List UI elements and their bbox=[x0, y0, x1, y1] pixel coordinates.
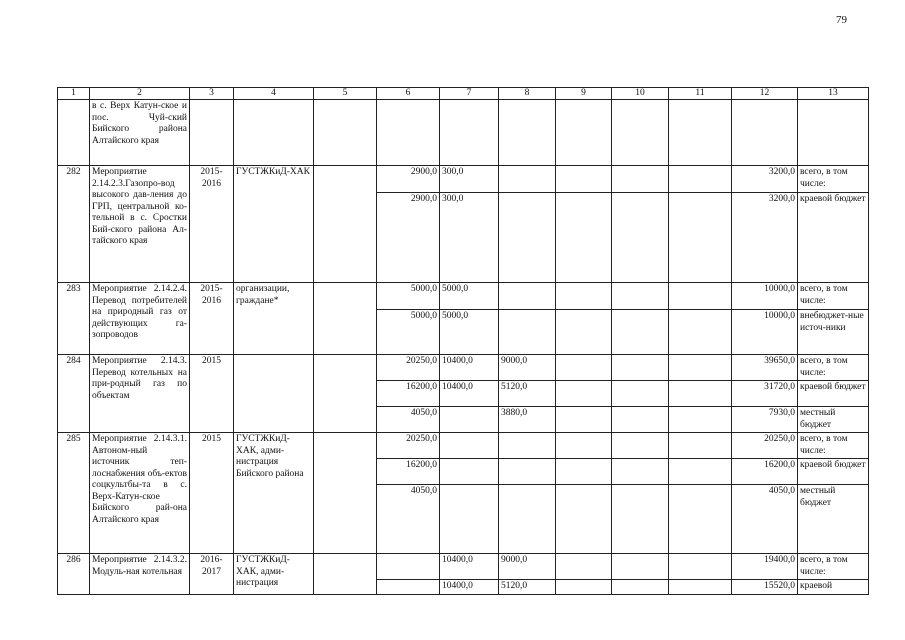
value-col-7: 10400,0 bbox=[440, 554, 499, 580]
value-col-8 bbox=[499, 283, 556, 310]
years: 2015 bbox=[190, 433, 234, 554]
value-col-6: 5000,0 bbox=[377, 283, 440, 310]
value-col-11 bbox=[669, 580, 732, 595]
value-col-10 bbox=[612, 193, 669, 283]
column-number: 4 bbox=[234, 88, 314, 100]
col-5 bbox=[314, 283, 377, 355]
funding-source: всего, в том числе: bbox=[798, 355, 869, 381]
value-col-11 bbox=[669, 485, 732, 554]
row-number: 286 bbox=[58, 554, 90, 595]
program-table bbox=[57, 87, 869, 595]
value-col-10 bbox=[612, 554, 669, 580]
value-col-8: 9000,0 bbox=[499, 355, 556, 381]
measure-name: Мероприятие 2.14.2.4. Перевод потребителей на природный газ от действующих га-зопроводов bbox=[90, 283, 190, 355]
value-col-8 bbox=[499, 166, 556, 193]
value-col-9 bbox=[556, 166, 612, 193]
continuation-row bbox=[58, 100, 869, 166]
funding-source: всего, в том числе: bbox=[798, 283, 869, 310]
column-number: 10 bbox=[612, 88, 669, 100]
value-col-8: 9000,0 bbox=[499, 554, 556, 580]
value-total: 16200,0 bbox=[732, 459, 798, 485]
value-total: 31720,0 bbox=[732, 381, 798, 407]
value-total: 10000,0 bbox=[732, 310, 798, 355]
executor: ГУСТЖКиД-ХАК, адми-нистрация bbox=[234, 554, 314, 595]
years: 2015-2016 bbox=[190, 283, 234, 355]
value-col-8 bbox=[499, 433, 556, 459]
column-number: 12 bbox=[732, 88, 798, 100]
value-col-8: 3880,0 bbox=[499, 407, 556, 433]
executor: ГУСТЖКиД-ХАК, адми-нистрация Бийского района bbox=[234, 433, 314, 554]
years: 2016-2017 bbox=[190, 554, 234, 595]
value-col-10 bbox=[612, 283, 669, 310]
value-col-7 bbox=[440, 433, 499, 459]
value-col-6: 4050,0 bbox=[377, 407, 440, 433]
value-total: 19400,0 bbox=[732, 554, 798, 580]
value-col-9 bbox=[556, 283, 612, 310]
funding-source: краевой bbox=[798, 580, 869, 595]
value-col-6: 16200,0 bbox=[377, 459, 440, 485]
column-number: 5 bbox=[314, 88, 377, 100]
table-row bbox=[58, 433, 869, 459]
value-col-9 bbox=[556, 381, 612, 407]
funding-source: местный бюджет bbox=[798, 407, 869, 433]
value-col-10 bbox=[612, 166, 669, 193]
value-total: 3200,0 bbox=[732, 193, 798, 283]
value-col-8 bbox=[499, 193, 556, 283]
continuation-name: в с. Верх Катун-ское и пос. Чуй-ский Бийского района Алтайского края bbox=[90, 100, 190, 166]
value-col-6: 4050,0 bbox=[377, 485, 440, 554]
value-col-6: 2900,0 bbox=[377, 193, 440, 283]
value-col-9 bbox=[556, 433, 612, 459]
value-col-7: 300,0 bbox=[440, 166, 499, 193]
value-total: 3200,0 bbox=[732, 166, 798, 193]
value-col-7 bbox=[440, 407, 499, 433]
table-row bbox=[58, 554, 869, 580]
funding-source: краевой бюджет bbox=[798, 381, 869, 407]
executor: организации, граждане* bbox=[234, 283, 314, 355]
value-col-8: 5120,0 bbox=[499, 381, 556, 407]
value-col-9 bbox=[556, 355, 612, 381]
value-col-9 bbox=[556, 485, 612, 554]
value-col-11 bbox=[669, 166, 732, 193]
value-total: 20250,0 bbox=[732, 433, 798, 459]
row-number: 284 bbox=[58, 355, 90, 433]
value-col-8 bbox=[499, 485, 556, 554]
column-number: 7 bbox=[440, 88, 499, 100]
value-col-7 bbox=[440, 485, 499, 554]
col-5 bbox=[314, 433, 377, 554]
value-col-8: 5120,0 bbox=[499, 580, 556, 595]
value-col-11 bbox=[669, 554, 732, 580]
value-total: 7930,0 bbox=[732, 407, 798, 433]
value-col-9 bbox=[556, 310, 612, 355]
value-total: 4050,0 bbox=[732, 485, 798, 554]
value-col-8 bbox=[499, 459, 556, 485]
value-total: 39650,0 bbox=[732, 355, 798, 381]
measure-name: Мероприятие 2.14.3.1. Автоном-ный источник теп-лоснабжения объ-ектов соцкультбы-та в с. Верх-Катун-ское Бийского рай-она Алтайского края bbox=[90, 433, 190, 554]
funding-source: всего, в том числе: bbox=[798, 166, 869, 193]
column-number: 8 bbox=[499, 88, 556, 100]
value-col-9 bbox=[556, 193, 612, 283]
measure-name: Мероприятие 2.14.3.2. Модуль-ная котельная bbox=[90, 554, 190, 595]
funding-source: краевой бюджет bbox=[798, 193, 869, 283]
table-row bbox=[58, 166, 869, 193]
value-col-10 bbox=[612, 407, 669, 433]
value-col-6 bbox=[377, 580, 440, 595]
row-number: 283 bbox=[58, 283, 90, 355]
value-col-11 bbox=[669, 283, 732, 310]
executor bbox=[234, 355, 314, 433]
value-col-10 bbox=[612, 433, 669, 459]
column-number: 11 bbox=[669, 88, 732, 100]
value-col-10 bbox=[612, 310, 669, 355]
value-col-9 bbox=[556, 459, 612, 485]
value-col-11 bbox=[669, 407, 732, 433]
column-header-row bbox=[58, 88, 869, 100]
value-col-7: 5000,0 bbox=[440, 283, 499, 310]
value-col-11 bbox=[669, 310, 732, 355]
value-col-7: 10400,0 bbox=[440, 381, 499, 407]
value-col-10 bbox=[612, 485, 669, 554]
years: 2015 bbox=[190, 355, 234, 433]
value-col-9 bbox=[556, 580, 612, 595]
value-col-11 bbox=[669, 459, 732, 485]
funding-source: всего, в том числе: bbox=[798, 433, 869, 459]
col-5 bbox=[314, 554, 377, 595]
funding-source: краевой бюджет bbox=[798, 459, 869, 485]
value-total: 15520,0 bbox=[732, 580, 798, 595]
value-col-6: 2900,0 bbox=[377, 166, 440, 193]
value-col-7: 300,0 bbox=[440, 193, 499, 283]
measure-name: Мероприятие 2.14.2.3.Газопро-вод высокого дав-ления до ГРП, центральной ко-тельной в с. Сростки Бий-ского района Ал-тайского края bbox=[90, 166, 190, 283]
value-col-10 bbox=[612, 580, 669, 595]
table-row bbox=[58, 283, 869, 310]
value-col-6: 5000,0 bbox=[377, 310, 440, 355]
column-number: 2 bbox=[90, 88, 190, 100]
value-col-8 bbox=[499, 310, 556, 355]
funding-source: местный бюджет bbox=[798, 485, 869, 554]
funding-source: всего, в том числе: bbox=[798, 554, 869, 580]
value-col-7: 5000,0 bbox=[440, 310, 499, 355]
value-col-10 bbox=[612, 355, 669, 381]
funding-source: внебюджет-ные источ-ники bbox=[798, 310, 869, 355]
years: 2015-2016 bbox=[190, 166, 234, 283]
value-col-6: 20250,0 bbox=[377, 355, 440, 381]
column-number: 6 bbox=[377, 88, 440, 100]
page-number: 79 bbox=[836, 14, 847, 26]
value-col-6: 16200,0 bbox=[377, 381, 440, 407]
value-col-7 bbox=[440, 459, 499, 485]
row-number: 285 bbox=[58, 433, 90, 554]
value-col-6: 20250,0 bbox=[377, 433, 440, 459]
column-number: 3 bbox=[190, 88, 234, 100]
value-col-10 bbox=[612, 459, 669, 485]
row-number: 282 bbox=[58, 166, 90, 283]
value-col-11 bbox=[669, 433, 732, 459]
table-row bbox=[58, 355, 869, 381]
measure-name: Мероприятие 2.14.3. Перевод котельных на при-родный газ по объектам bbox=[90, 355, 190, 433]
value-col-6 bbox=[377, 554, 440, 580]
executor: ГУСТЖКиД-ХАК bbox=[234, 166, 314, 283]
column-number: 1 bbox=[58, 88, 90, 100]
value-col-7: 10400,0 bbox=[440, 580, 499, 595]
col-5 bbox=[314, 166, 377, 283]
column-number: 13 bbox=[798, 88, 869, 100]
value-col-7: 10400,0 bbox=[440, 355, 499, 381]
value-col-10 bbox=[612, 381, 669, 407]
value-col-11 bbox=[669, 381, 732, 407]
value-total: 10000,0 bbox=[732, 283, 798, 310]
value-col-9 bbox=[556, 554, 612, 580]
value-col-11 bbox=[669, 193, 732, 283]
value-col-11 bbox=[669, 355, 732, 381]
col-5 bbox=[314, 355, 377, 433]
column-number: 9 bbox=[556, 88, 612, 100]
value-col-9 bbox=[556, 407, 612, 433]
